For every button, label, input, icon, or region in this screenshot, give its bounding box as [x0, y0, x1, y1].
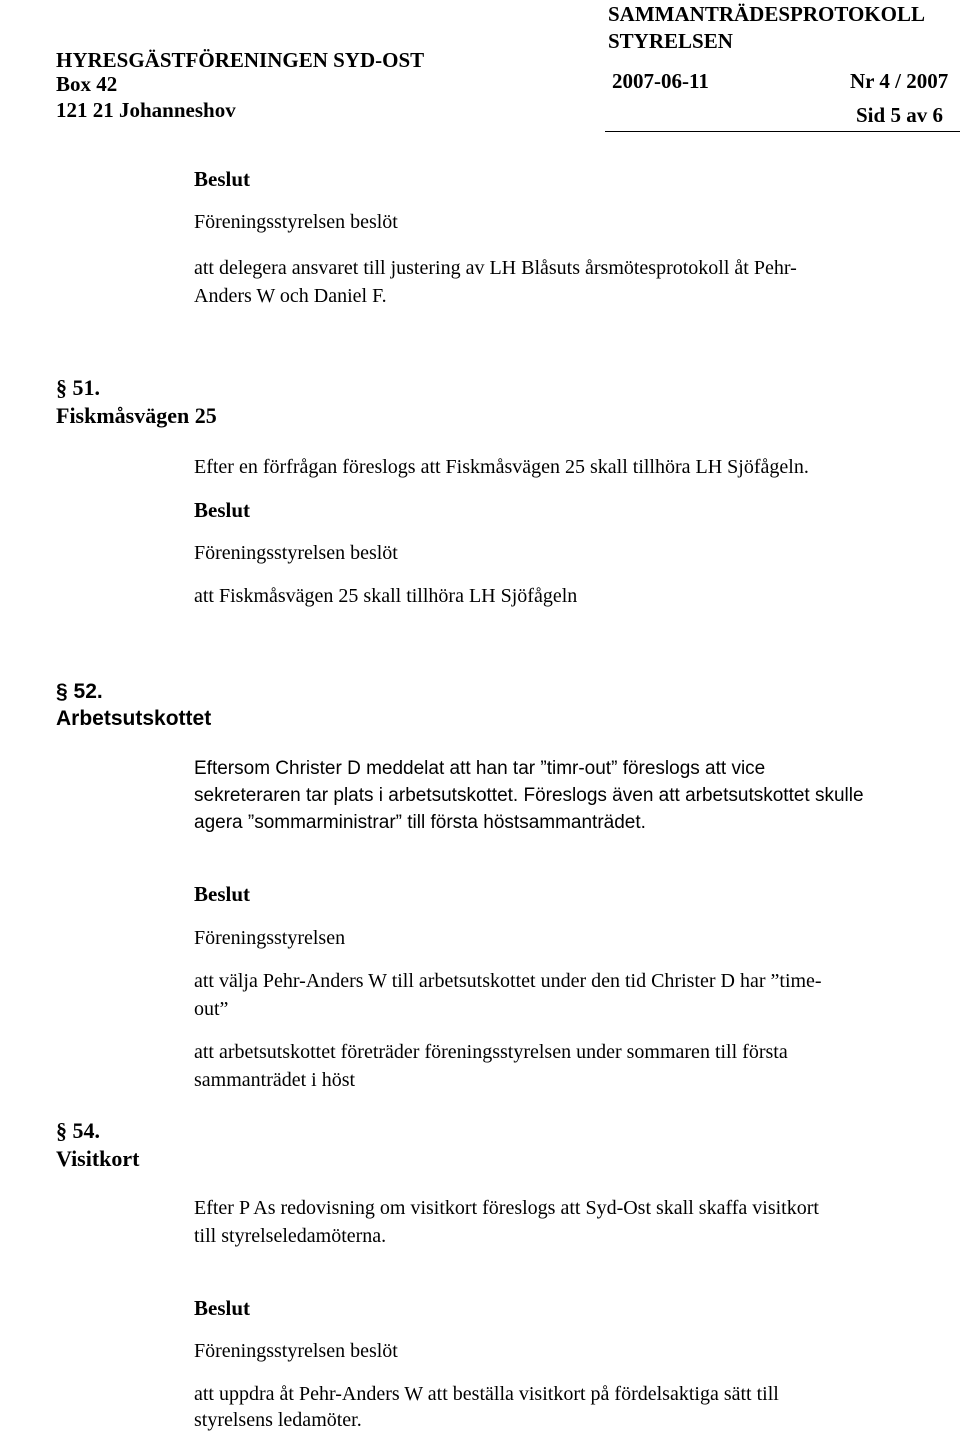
postal-address: 121 21 Johanneshov: [56, 98, 236, 122]
page-number: Sid 5 av 6: [856, 103, 943, 127]
section-intro-line: Eftersom Christer D meddelat att han tar ”timr-out” föreslogs att vice: [194, 758, 766, 779]
meeting-date: 2007-06-11: [612, 69, 709, 93]
decision-text-line: att uppdra åt Pehr-Anders W att beställa visitkort på fördelsaktiga sätt till: [194, 1383, 779, 1405]
section-intro-line: till styrelseledamöterna.: [194, 1225, 387, 1247]
document-type: SAMMANTRÄDESPROTOKOLL: [608, 2, 925, 26]
decision-text-line: Anders W och Daniel F.: [194, 285, 387, 307]
section-number: § 54.: [56, 1118, 100, 1143]
section-title: Arbetsutskottet: [56, 707, 212, 730]
beslut-heading: Beslut: [194, 1296, 251, 1320]
decision-intro: Föreningsstyrelsen: [194, 927, 346, 949]
protocol-number: Nr 4 / 2007: [850, 69, 949, 93]
section-number: § 52.: [56, 680, 103, 703]
section-title: Visitkort: [56, 1146, 140, 1171]
beslut-heading: Beslut: [194, 498, 251, 522]
beslut-heading: Beslut: [194, 167, 251, 191]
decision-text: att Fiskmåsvägen 25 skall tillhöra LH Sjöfågeln: [194, 585, 578, 607]
section-intro-line: agera ”sommarministrar” till första höstsammanträdet.: [194, 812, 646, 833]
section-intro-line: Efter P As redovisning om visitkort föreslogs att Syd-Ost skall skaffa visitkort: [194, 1197, 819, 1219]
decision-intro: Föreningsstyrelsen beslöt: [194, 211, 398, 233]
section-number: § 51.: [56, 375, 100, 400]
decision-intro: Föreningsstyrelsen beslöt: [194, 1340, 398, 1362]
decision-text-line: styrelsens ledamöter.: [194, 1409, 362, 1431]
postal-box: Box 42: [56, 72, 118, 96]
decision-text-line: att välja Pehr-Anders W till arbetsutskottet under den tid Christer D har ”time-: [194, 970, 822, 992]
decision-text-line: att arbetsutskottet företräder föreningsstyrelsen under sommaren till första: [194, 1041, 788, 1063]
section-intro: Efter en förfrågan föreslogs att Fiskmåsvägen 25 skall tillhöra LH Sjöfågeln.: [194, 456, 809, 478]
decision-text-line: att delegera ansvaret till justering av LH Blåsuts årsmötesprotokoll åt Pehr-: [194, 257, 797, 279]
decision-intro: Föreningsstyrelsen beslöt: [194, 542, 398, 564]
section-intro-line: sekreteraren tar plats i arbetsutskottet. Föreslogs även att arbetsutskottet skulle: [194, 785, 864, 806]
decision-text-line: out”: [194, 998, 229, 1020]
header-rule: [605, 131, 960, 132]
organization-name: HYRESGÄSTFÖRENINGEN SYD-OST: [56, 48, 425, 72]
section-title: Fiskmåsvägen 25: [56, 403, 217, 428]
decision-text-line: sammanträdet i höst: [194, 1069, 356, 1091]
board-label: STYRELSEN: [608, 29, 733, 53]
beslut-heading: Beslut: [194, 882, 251, 906]
